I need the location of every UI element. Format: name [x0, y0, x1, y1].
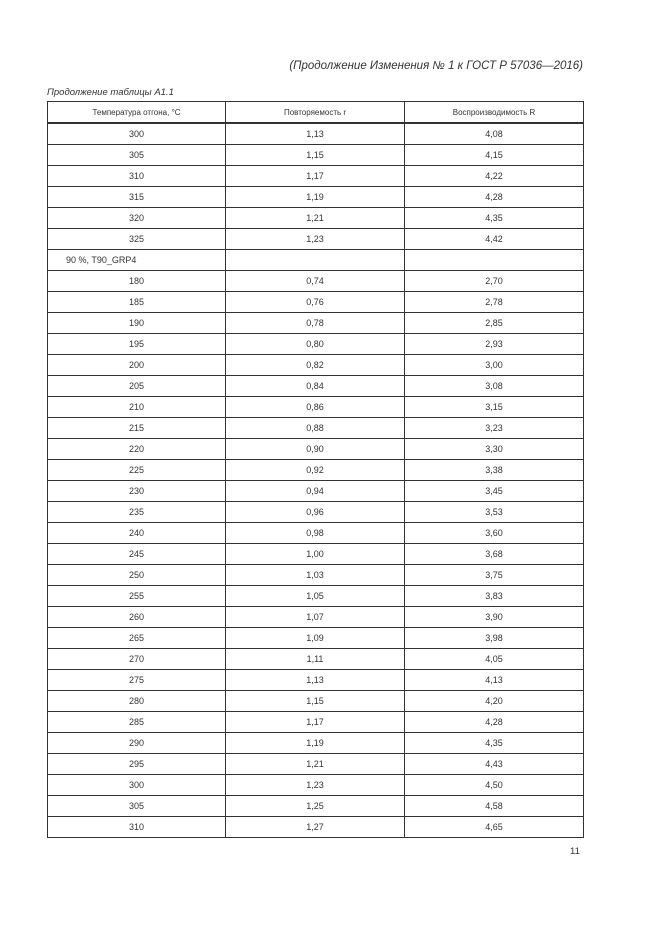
- temperature-cell: 225: [48, 460, 226, 481]
- table-row: [48, 145, 584, 166]
- repeatability-cell: 0,94: [226, 481, 405, 502]
- table-row: [48, 208, 584, 229]
- reproducibility-cell: 4,35: [405, 208, 584, 229]
- repeatability-cell: 0,84: [226, 376, 405, 397]
- reproducibility-cell: 3,45: [405, 481, 584, 502]
- temperature-cell: 205: [48, 376, 226, 397]
- temperature-cell: 255: [48, 586, 226, 607]
- temperature-cell: 195: [48, 334, 226, 355]
- temperature-cell: 290: [48, 733, 226, 754]
- repeatability-cell: 1,05: [226, 586, 405, 607]
- reproducibility-cell: 4,13: [405, 670, 584, 691]
- reproducibility-cell: 3,90: [405, 607, 584, 628]
- repeatability-cell: 1,15: [226, 691, 405, 712]
- temperature-cell: 280: [48, 691, 226, 712]
- empty-cell-repeatability: [226, 250, 405, 271]
- temperature-cell: 295: [48, 754, 226, 775]
- repeatability-cell: 1,23: [226, 229, 405, 250]
- temperature-cell: 250: [48, 565, 226, 586]
- reproducibility-cell: 2,78: [405, 292, 584, 313]
- table-row: [48, 712, 584, 733]
- table-row: [48, 313, 584, 334]
- temperature-cell: 325: [48, 229, 226, 250]
- table-row: [48, 502, 584, 523]
- temperature-cell: 240: [48, 523, 226, 544]
- temperature-cell: 235: [48, 502, 226, 523]
- table-row: [48, 418, 584, 439]
- temperature-cell: 300: [48, 775, 226, 796]
- temperature-cell: 305: [48, 145, 226, 166]
- reproducibility-cell: 4,58: [405, 796, 584, 817]
- repeatability-cell: 1,03: [226, 565, 405, 586]
- reproducibility-cell: 3,68: [405, 544, 584, 565]
- reproducibility-cell: 3,08: [405, 376, 584, 397]
- temperature-cell: 265: [48, 628, 226, 649]
- temperature-cell: 220: [48, 439, 226, 460]
- repeatability-cell: 0,98: [226, 523, 405, 544]
- table-row: [48, 481, 584, 502]
- repeatability-cell: 1,17: [226, 712, 405, 733]
- reproducibility-cell: 4,65: [405, 817, 584, 838]
- page-number: 11: [570, 846, 580, 857]
- temperature-cell: 245: [48, 544, 226, 565]
- reproducibility-cell: 4,22: [405, 166, 584, 187]
- repeatability-cell: 0,76: [226, 292, 405, 313]
- reproducibility-cell: 3,83: [405, 586, 584, 607]
- table-row: [48, 334, 584, 355]
- table-row: [48, 523, 584, 544]
- document-header: (Продолжение Изменения № 1 к ГОСТ Р 57036—2016): [289, 60, 583, 72]
- repeatability-cell: 1,21: [226, 754, 405, 775]
- table-row: [48, 123, 584, 145]
- temperature-cell: 320: [48, 208, 226, 229]
- repeatability-cell: 0,92: [226, 460, 405, 481]
- table-caption: Продолжение таблицы А1.1: [47, 87, 174, 98]
- table-row: [48, 460, 584, 481]
- table-row: [48, 670, 584, 691]
- group-label-cell: 90 %, T90_GRP4: [48, 250, 226, 271]
- table-row: [48, 817, 584, 838]
- table-row: [48, 733, 584, 754]
- empty-cell-reproducibility: [405, 250, 584, 271]
- reproducibility-cell: 4,43: [405, 754, 584, 775]
- temperature-cell: 210: [48, 397, 226, 418]
- repeatability-cell: 1,00: [226, 544, 405, 565]
- reproducibility-cell: 3,53: [405, 502, 584, 523]
- table-body: [48, 123, 584, 838]
- reproducibility-cell: 4,20: [405, 691, 584, 712]
- table-row: [48, 355, 584, 376]
- temperature-cell: 315: [48, 187, 226, 208]
- repeatability-cell: 1,15: [226, 145, 405, 166]
- repeatability-cell: 1,13: [226, 670, 405, 691]
- reproducibility-cell: 4,15: [405, 145, 584, 166]
- reproducibility-cell: 3,00: [405, 355, 584, 376]
- table-row: [48, 229, 584, 250]
- temperature-cell: 260: [48, 607, 226, 628]
- reproducibility-cell: 4,28: [405, 712, 584, 733]
- repeatability-cell: 1,27: [226, 817, 405, 838]
- table-row: [48, 586, 584, 607]
- temperature-cell: 300: [48, 123, 226, 145]
- table-row: [48, 376, 584, 397]
- repeatability-cell: 1,11: [226, 649, 405, 670]
- column-header-repeatability: Повторяемость r: [226, 102, 405, 124]
- reproducibility-cell: 3,15: [405, 397, 584, 418]
- reproducibility-cell: 3,75: [405, 565, 584, 586]
- table-row: [48, 187, 584, 208]
- table-row: [48, 775, 584, 796]
- table-row: [48, 292, 584, 313]
- repeatability-cell: 0,96: [226, 502, 405, 523]
- repeatability-cell: 1,13: [226, 123, 405, 145]
- temperature-cell: 310: [48, 817, 226, 838]
- repeatability-cell: 0,78: [226, 313, 405, 334]
- temperature-cell: 270: [48, 649, 226, 670]
- table-row: [48, 397, 584, 418]
- table-row: [48, 271, 584, 292]
- repeatability-cell: 0,86: [226, 397, 405, 418]
- table-row: [48, 628, 584, 649]
- reproducibility-cell: 3,23: [405, 418, 584, 439]
- repeatability-cell: 0,80: [226, 334, 405, 355]
- temperature-cell: 285: [48, 712, 226, 733]
- table-row: [48, 607, 584, 628]
- reproducibility-cell: 4,42: [405, 229, 584, 250]
- temperature-cell: 310: [48, 166, 226, 187]
- temperature-cell: 185: [48, 292, 226, 313]
- temperature-cell: 180: [48, 271, 226, 292]
- table-row: [48, 166, 584, 187]
- reproducibility-cell: 4,08: [405, 123, 584, 145]
- repeatability-cell: 1,19: [226, 187, 405, 208]
- column-header-reproducibility: Воспроизводимость R: [405, 102, 584, 124]
- repeatability-cell: 1,21: [226, 208, 405, 229]
- repeatability-cell: 1,19: [226, 733, 405, 754]
- repeatability-cell: 0,82: [226, 355, 405, 376]
- repeatability-cell: 0,88: [226, 418, 405, 439]
- temperature-cell: 215: [48, 418, 226, 439]
- repeatability-cell: 1,23: [226, 775, 405, 796]
- reproducibility-cell: 2,70: [405, 271, 584, 292]
- temperature-cell: 230: [48, 481, 226, 502]
- table-row: [48, 649, 584, 670]
- table-row: [48, 754, 584, 775]
- temperature-cell: 275: [48, 670, 226, 691]
- precision-table: [47, 101, 584, 838]
- table-row: [48, 796, 584, 817]
- temperature-cell: 190: [48, 313, 226, 334]
- repeatability-cell: 0,74: [226, 271, 405, 292]
- reproducibility-cell: 4,35: [405, 733, 584, 754]
- table-row: [48, 544, 584, 565]
- table-row: [48, 439, 584, 460]
- reproducibility-cell: 2,85: [405, 313, 584, 334]
- table-row: [48, 565, 584, 586]
- reproducibility-cell: 3,38: [405, 460, 584, 481]
- table-group-row: [48, 250, 584, 271]
- reproducibility-cell: 3,60: [405, 523, 584, 544]
- temperature-cell: 200: [48, 355, 226, 376]
- reproducibility-cell: 2,93: [405, 334, 584, 355]
- table-header-row: [48, 102, 584, 124]
- repeatability-cell: 1,25: [226, 796, 405, 817]
- repeatability-cell: 1,09: [226, 628, 405, 649]
- reproducibility-cell: 4,28: [405, 187, 584, 208]
- repeatability-cell: 1,17: [226, 166, 405, 187]
- repeatability-cell: 0,90: [226, 439, 405, 460]
- table-row: [48, 691, 584, 712]
- temperature-cell: 305: [48, 796, 226, 817]
- column-header-temperature: Температура отгона, °С: [48, 102, 226, 124]
- reproducibility-cell: 4,50: [405, 775, 584, 796]
- reproducibility-cell: 3,98: [405, 628, 584, 649]
- repeatability-cell: 1,07: [226, 607, 405, 628]
- reproducibility-cell: 4,05: [405, 649, 584, 670]
- reproducibility-cell: 3,30: [405, 439, 584, 460]
